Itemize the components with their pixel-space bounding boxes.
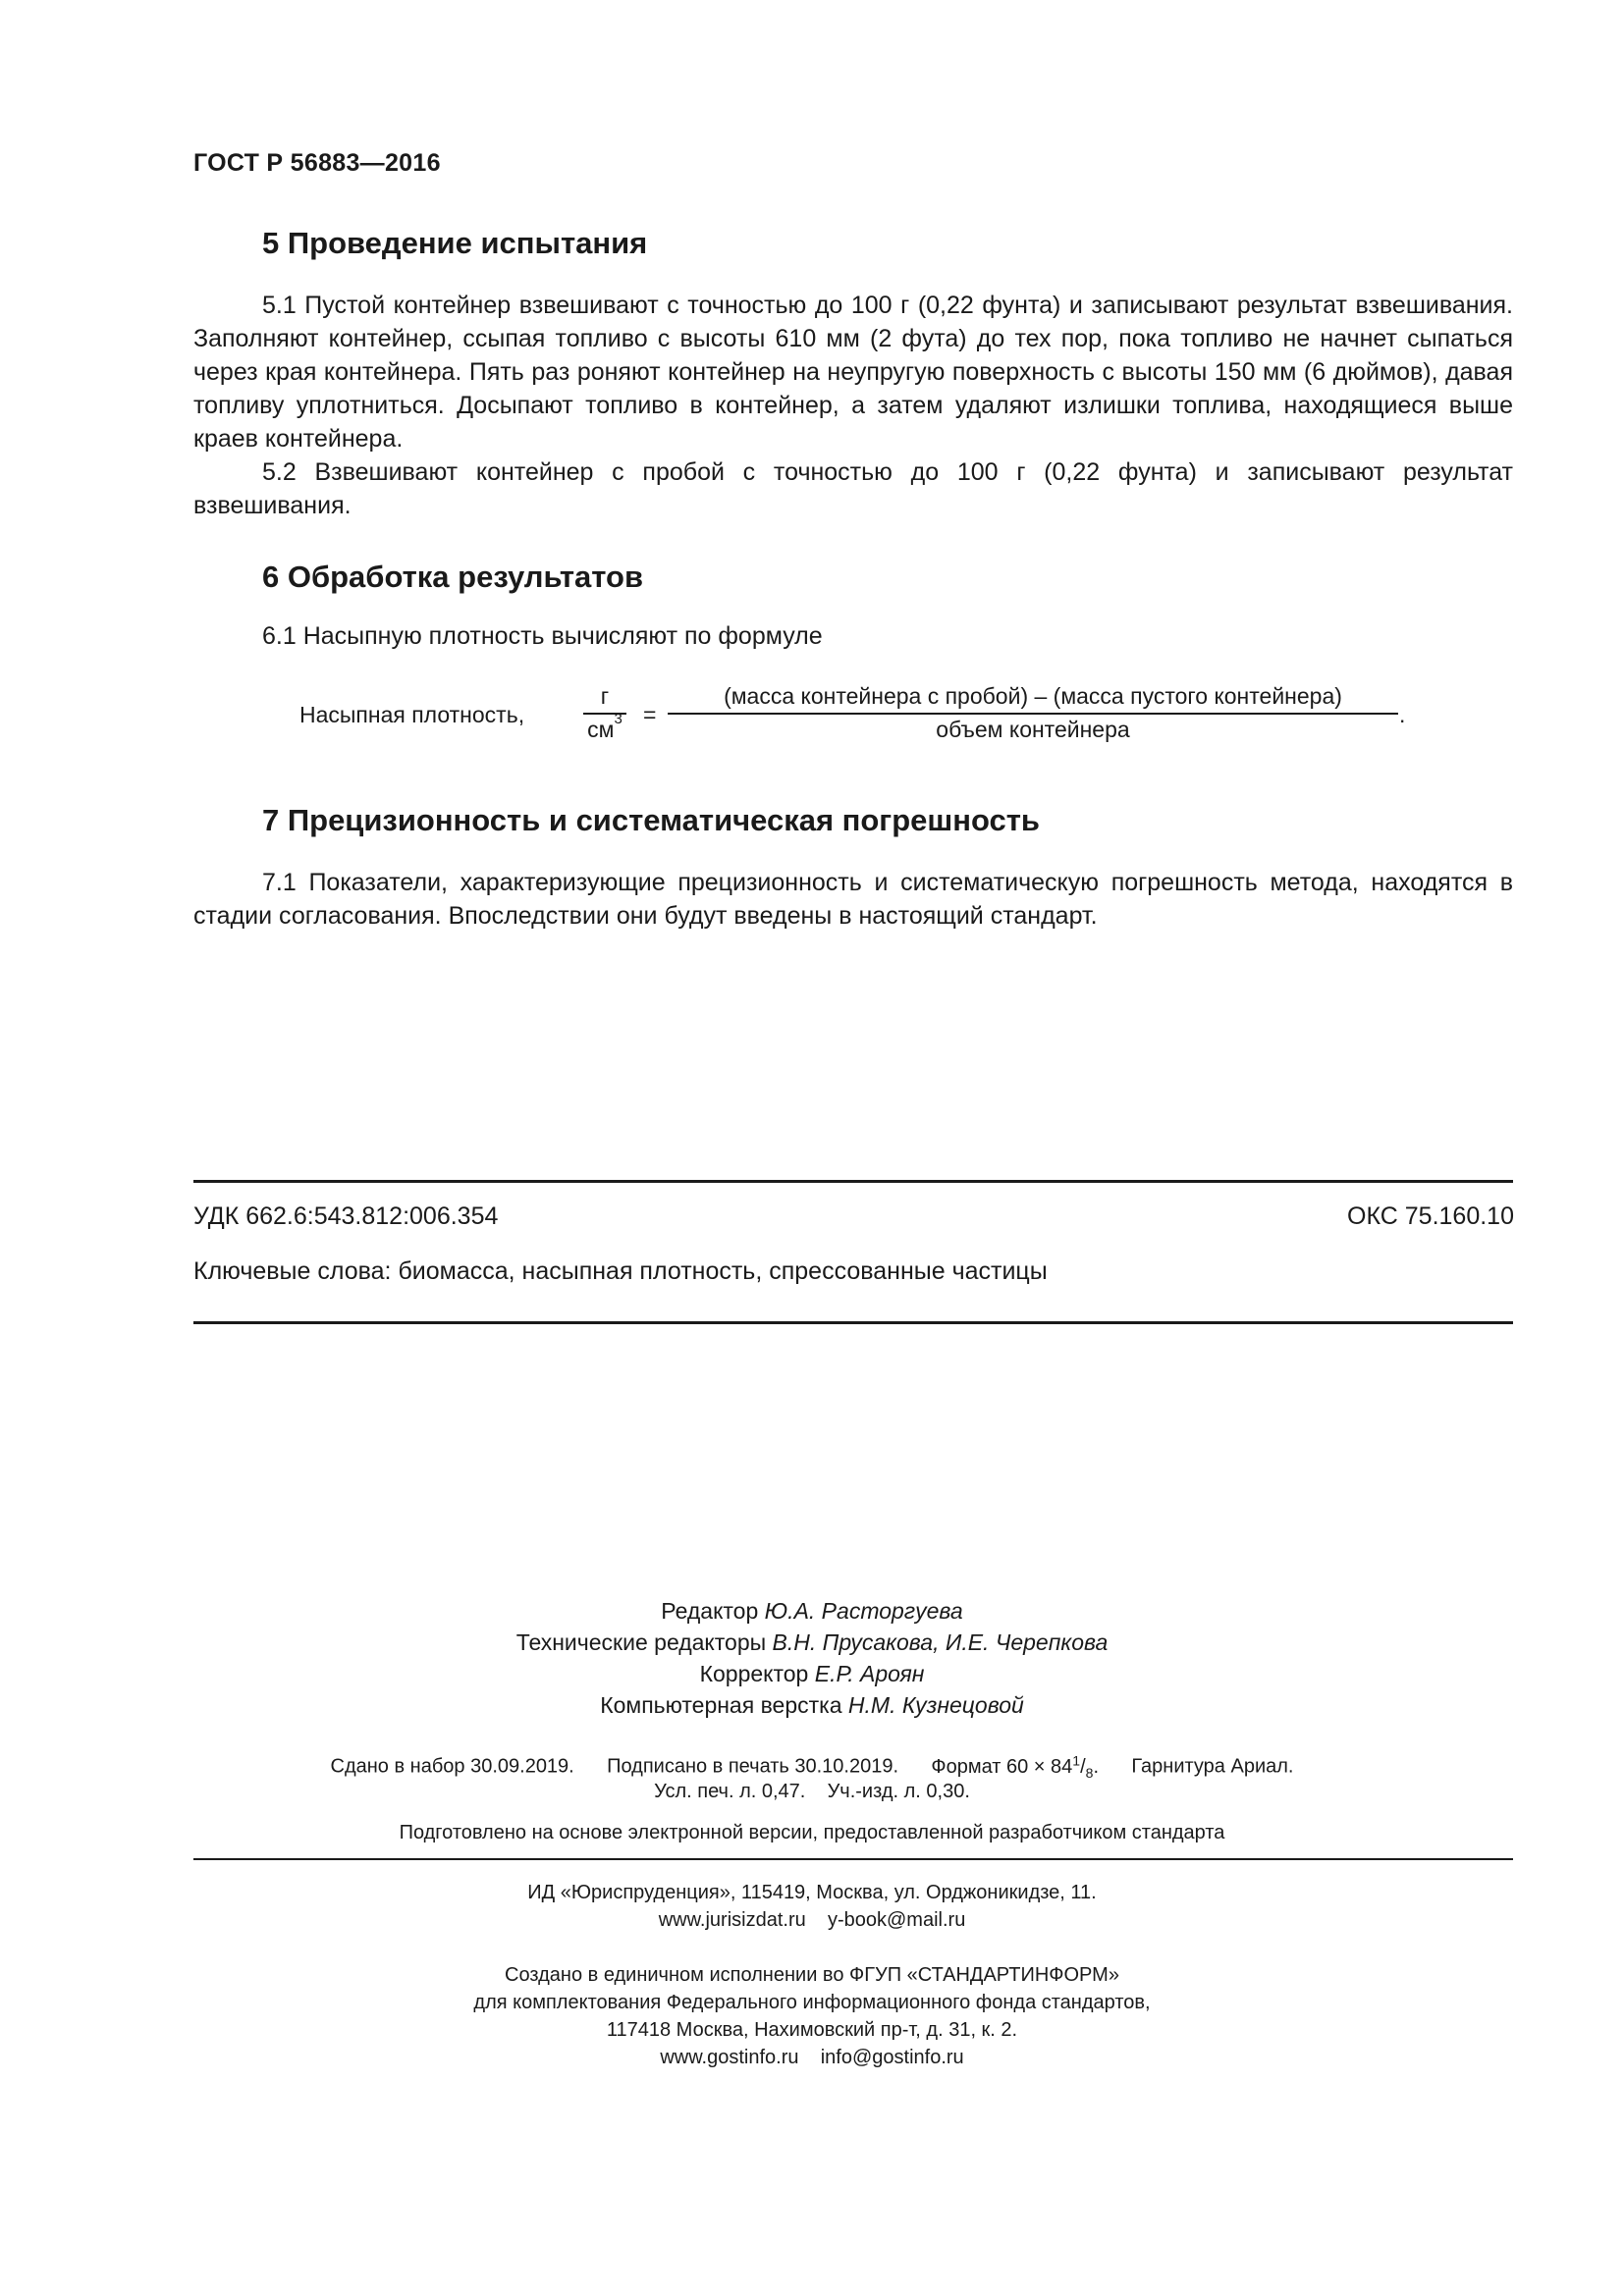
- corrector-name: Е.Р. Ароян: [814, 1661, 925, 1686]
- issuer-line-2: для комплектования Федерального информационного фонда стандартов,: [473, 1992, 1151, 2013]
- divider-top: [193, 1180, 1513, 1183]
- print-sheets: Усл. печ. л. 0,47.: [654, 1781, 806, 1802]
- issuer-email: info@gostinfo.ru: [820, 2047, 964, 2068]
- signed-date: Подписано в печать 30.10.2019.: [607, 1755, 899, 1778]
- issuer-site: www.gostinfo.ru: [660, 2047, 799, 2068]
- udk-code: УДК 662.6:543.812:006.354: [193, 1202, 499, 1230]
- formula-lhs: Насыпная плотность,: [299, 702, 525, 727]
- formula-main-fraction: [668, 683, 1398, 743]
- publisher-site: www.jurisizdat.ru: [658, 1909, 806, 1931]
- submitted-date: Сдано в набор 30.09.2019.: [330, 1755, 574, 1778]
- section-6-title: 6 Обработка результатов: [262, 560, 644, 594]
- divider-bottom: [193, 1321, 1513, 1324]
- credits-tech-editors: Технические редакторы В.Н. Прусакова, И.Е. Черепкова: [515, 1629, 1109, 1655]
- document-code: ГОСТ Р 56883—2016: [193, 149, 441, 177]
- section-7-title: 7 Прецизионность и систематическая погрешность: [262, 803, 1040, 837]
- tech-editor-names: В.Н. Прусакова, И.Е. Черепкова: [772, 1629, 1109, 1655]
- paragraph-6-1-text: 6.1 Насыпную плотность вычисляют по формуле: [262, 622, 823, 650]
- paragraph-5-1-text: 5.1 Пустой контейнер взвешивают с точностью до 100 г (0,22 фунта) и записывают результат взвешивания. Заполняют контейнер, ссыпая топливо с высоты 610 мм (2 фута) до тех пор, пока топливо не начнет сыпаться через края контейнера. Пять раз роняют контейнер на неупругую поверхность с высоты 150 мм (6 дюймов), давая топливу уплотниться. Досыпают топливо в контейнер, а затем удаляют излишки топлива, находящиеся выше краев контейнера.: [193, 292, 1513, 453]
- formula-equals: =: [643, 702, 657, 727]
- publisher-contacts: [0, 1909, 1624, 1932]
- paragraph-5-2-text: 5.2 Взвешивают контейнер с пробой с точностью до 100 г (0,22 фунта) и записывают результат взвешивания.: [193, 458, 1513, 519]
- publishing-sheets: Уч.-изд. л. 0,30.: [827, 1781, 970, 1802]
- oks-code: ОКС 75.160.10: [1347, 1202, 1514, 1230]
- prepared-note: Подготовлено на основе электронной версии, предоставленной разработчиком стандарта: [399, 1822, 1225, 1843]
- formula-unit-numerator: г: [600, 683, 610, 709]
- fraction-bar: [668, 713, 1398, 715]
- print-info-line-2: [0, 1781, 1624, 1803]
- bulk-density-formula: [0, 675, 1624, 764]
- credits-corrector: Корректор Е.Р. Ароян: [699, 1661, 925, 1686]
- layout-name: Н.М. Кузнецовой: [847, 1692, 1024, 1718]
- credits-layout: Компьютерная верстка Н.М. Кузнецовой: [600, 1692, 1024, 1718]
- issuer-line-3: 117418 Москва, Нахимовский пр-т, д. 31, к. 2.: [606, 2019, 1018, 2041]
- section-5-paragraph-2: [193, 455, 1513, 522]
- paragraph-7-1-text: 7.1 Показатели, характеризующие прецизионность и систематическую погрешность метода, находятся в стадии согласования. Впоследствии они будут введены в настоящий стандарт.: [193, 869, 1513, 930]
- credits-editor: Редактор Ю.А. Расторгуева: [661, 1598, 963, 1624]
- formula-numerator: (масса контейнера с пробой) – (масса пустого контейнера): [724, 683, 1342, 709]
- section-7-paragraph-1: [193, 866, 1513, 933]
- formula-unit-denominator: $см^3$: [587, 711, 623, 742]
- typeface: Гарнитура Ариал.: [1131, 1755, 1294, 1778]
- print-info-line-1: [0, 1752, 1624, 1781]
- divider-footer: [193, 1858, 1513, 1860]
- publisher-address: ИД «Юриспруденция», 115419, Москва, ул. Орджоникидзе, 11.: [527, 1882, 1097, 1903]
- issuer-line-1: Создано в единичном исполнении во ФГУП «СТАНДАРТИНФОРМ»: [505, 1964, 1119, 1986]
- formula-end: .: [1399, 702, 1406, 727]
- section-5-title: 5 Проведение испытания: [262, 226, 648, 260]
- formula-denominator: объем контейнера: [936, 717, 1130, 742]
- formula-unit-fraction: [583, 683, 626, 743]
- editor-name: Ю.А. Расторгуева: [764, 1598, 963, 1624]
- section-5-paragraph-1: [193, 289, 1513, 455]
- publisher-email: y-book@mail.ru: [827, 1909, 966, 1931]
- keywords: Ключевые слова: биомасса, насыпная плотность, спрессованные частицы: [193, 1257, 1048, 1285]
- paper-format: Формат $60 \times 84^1/_8$.: [931, 1752, 1099, 1781]
- issuer-contacts: [0, 2047, 1624, 2069]
